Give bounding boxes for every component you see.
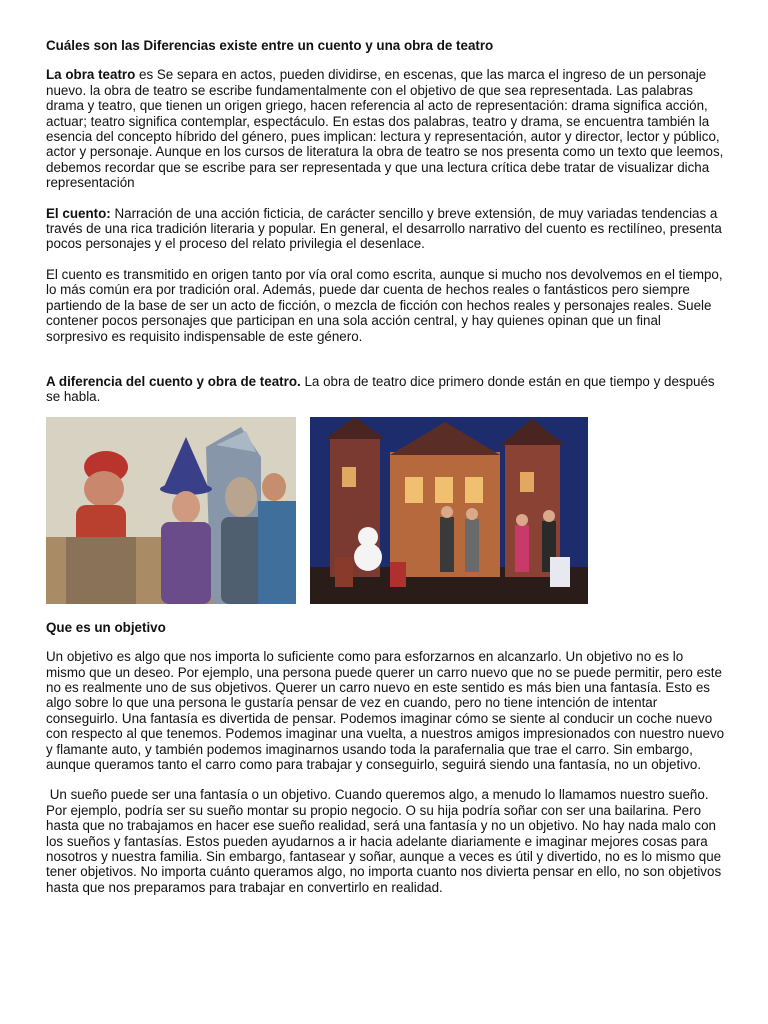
lead-cuento: El cuento: (46, 205, 111, 221)
text-cuento: Narración de una acción ficticia, de carácter sencillo y breve extensión, de muy variadas tendencias a través de una rica tradición literaria y popular. En general, el desarrollo narrativo del cuento es rectilíneo, presenta pocos personajes y el proceso del relato privilegia el desenlace. (46, 205, 722, 252)
puppet-theatre-photo (46, 417, 296, 604)
document-title: Cuáles son las Diferencias existe entre un cuento y una obra de teatro (46, 38, 494, 53)
lead-diferencia: A diferencia del cuento y obra de teatro. (46, 373, 301, 389)
text-obra-teatro: es Se separa en actos, pueden dividirse, en escenas, que las marca el ingreso de un personaje nuevo. la obra de teatro se escribe fundamentalmente con el objetivo de que sea representada. Las palabras drama y teatro, que tienen un origen griego, hacen referencia al acto de representación: drama significa acción, actuar; teatro significa contemplar, espectáculo. En estas dos palabras, teatro y drama, se encuentra también la esencia del concepto híbrido del género, pues implican: lectura y representación, autor y director, lector y público, actor y personaje. Aunque en los cursos de literatura la obra de teatro se nos presenta como un texto que leemos, debemos recordar que se escribe para ser representada y que una lectura crítica debe tratar de visualizar dicha representación (46, 67, 724, 191)
paragraph-diferencia (46, 374, 726, 405)
text-diferencia: La obra de teatro dice primero donde están en que tiempo y después se habla. (46, 373, 715, 405)
paragraph-cuento (46, 206, 726, 252)
paragraph-obra-teatro (46, 67, 726, 190)
paragraph-cuento-transmitido: El cuento es transmitido en origen tanto por vía oral como escrita, aunque si mucho nos devolvemos en el tiempo, lo más común era por tradición oral. Además, puede dar cuenta de hechos reales o fantásticos pero siempre partiendo de la base de ser un acto de ficción, o mezcla de ficción con hechos reales y personajes reales. Suele contener pocos personajes que participan en una sola acción central, y hay quienes opinan que un final sorpresivo es requisito indispensable de este género. (46, 266, 723, 344)
stage-scene-illustration (310, 417, 588, 604)
stage-play-photo (310, 417, 588, 604)
images-row (46, 417, 726, 605)
section-title-objetivo: Que es un objetivo (46, 619, 166, 635)
paragraph-objetivo: Un objetivo es algo que nos importa lo suficiente como para esforzarnos en alcanzarlo. Un objetivo no es lo mismo que un deseo. Por ejemplo, una persona puede querer un carro nuevo que no se puede permitir, pero este no es realmente uno de sus objetivos. Querer un carro nuevo en este sentido es más bien una fantasía. Esto es algo sobre lo que una persona le gustaría pensar de vez en cuando, pero no tiene intención de intentar conseguirlo. Una fantasía es divertida de pensar. Podemos imaginar cómo se siente al conducir un coche nuevo con respecto al que tenemos. Podemos imaginar una vuelta, a nuestros amigos impresionados con nuestro nuevo y flamante auto, y también podemos imaginarnos usando toda la parafernalia que trae el carro. Sin embargo, aunque queramos tanto el carro como para trabajar y conseguirlo, seguirá siendo una fantasía, no un objetivo. (46, 649, 725, 772)
spacer (46, 359, 726, 374)
document-page (46, 38, 726, 910)
paragraph-sueno: Un sueño puede ser una fantasía o un objetivo. Cuando queremos algo, a menudo lo llamamos nuestro sueño. Por ejemplo, podría ser su sueño montar su propio negocio. O su hija podría soñar con ser una bailarina. Pero hasta que no trabajamos en hacer ese sueño realidad, será una fantasía y no un objetivo. No hay nada malo con los sueños y fantasías. Estos pueden ayudarnos a ir hacia adelante diariamente e imaginar mejores cosas para nosotros y nuestra familia. Sin embargo, fantasear y soñar, aunque a veces es útil y divertido, no es lo mismo que tener objetivos. No importa cuánto queramos algo, no importa cuanto nos divierta pensar en ello, no son objetivos hasta que nos preparamos para trabajar en convertirlo en realidad. (46, 787, 725, 895)
lead-obra-teatro: La obra teatro (46, 67, 136, 83)
puppet-scene-illustration (46, 417, 296, 604)
